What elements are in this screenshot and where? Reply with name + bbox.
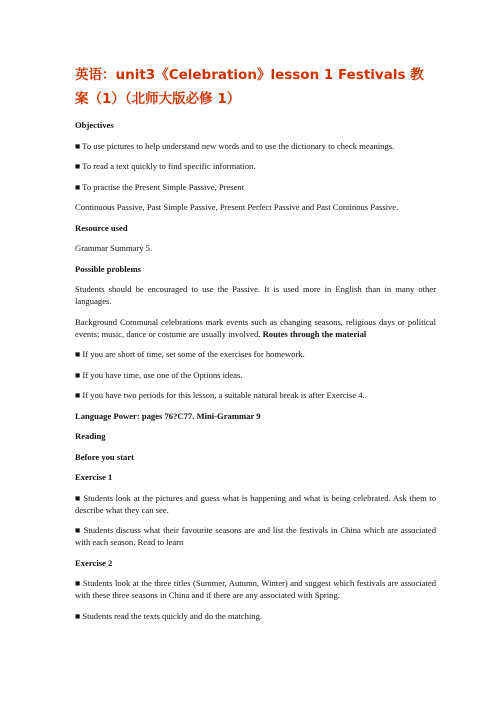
section-heading: Objectives [75,120,114,130]
paragraph: ■ Students read the texts quickly and do the matching. [75,610,263,621]
section-heading: Reading [75,431,106,441]
paragraph: ■ To practise the Present Simple Passive, Present [75,181,245,192]
paragraph: ■ If you have two periods for this lesson, a suitable natural break is after Exercise 4. [75,390,365,400]
paragraph: ■ If you have time, use one of the Options ideas. [75,369,243,380]
section-heading: Before you start [75,451,135,462]
paragraph: ■ Students look at the three titles (Summer, Autumn, Winter) and suggest which festivals are associated with these three seasons in China and if there are any associated with Spring. [75,578,436,600]
paragraph: ■ To read a text quickly to find specific information. [75,161,256,171]
document-body [75,119,436,622]
page-title: 英语：unit3《Celebration》lesson 1 Festivals 教案（1）（北师大版必修 1） [75,67,424,107]
paragraph: Continuous Passive, Past Simple Passive, Present Perfect Passive and Past Continous Passive. [75,202,399,212]
paragraph-text: Background Communal celebrations mark events such as changing seasons, religious days or political events; music, dance or costume are usually involved. [75,316,436,339]
paragraph: ■ To use pictures to help understand new words and to use the dictionary to check meanings. [75,140,395,151]
paragraph: ■ Students discuss what their favourite seasons are and list the festivals in China which are associated with each season. Read to learn [75,525,436,547]
paragraph: Students should be encouraged to use the Passive. It is used more in English than in many other languages. [75,284,436,306]
section-heading: Exercise 2 [75,557,113,568]
section-heading: Language Power: pages 76?C77. Mini-Grammar 9 [75,410,261,421]
section-heading: Exercise 1 [75,472,113,482]
paragraph: ■ Students look at the pictures and guess what is happening and what is being celebrated. Ask them to describe what they can see. [75,492,436,515]
section-heading: Resource used [75,222,128,233]
paragraph: ■ If you are short of time, set some of the exercises for homework. [75,349,305,359]
paragraph [75,316,436,340]
inline-heading: Routes through the material [262,328,367,339]
section-heading: Possible problems [75,263,141,274]
paragraph: Grammar Summary 5. [75,243,153,253]
